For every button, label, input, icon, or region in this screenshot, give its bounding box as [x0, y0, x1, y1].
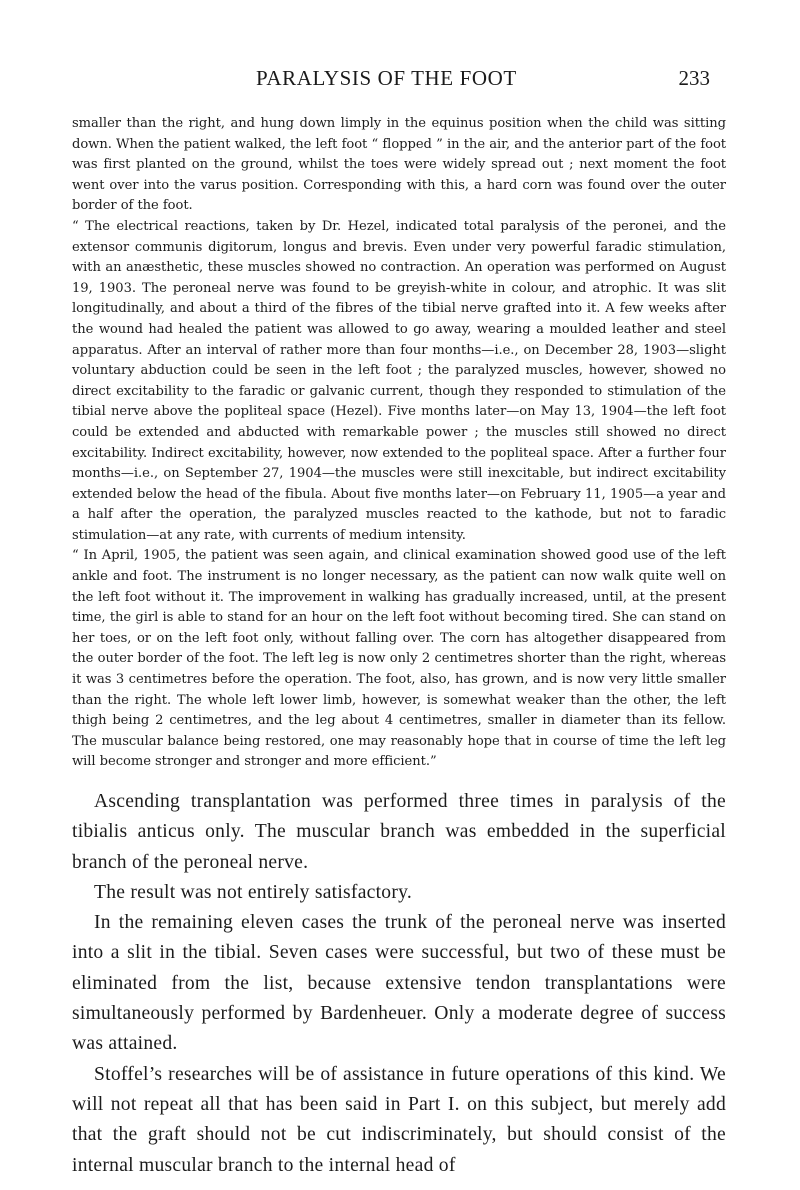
running-head: [256, 66, 710, 92]
page-body: [72, 114, 726, 1181]
main-paragraph-3: In the remaining eleven cases the trunk of the peroneal nerve was inserted into a slit in the tibial. Seven cases were successful, but two of these must be eliminated from the list, because extensive tendon transplantations were simultaneously performed by Bardenheuer. Only a moderate degree of success was attained.: [72, 912, 726, 1055]
main-paragraph-1: Ascending transplantation was performed three times in paralysis of the tibialis anticus only. The muscular branch was embedded in the superficial branch of the peroneal nerve.: [72, 791, 726, 873]
quoted-paragraph-3: “ In April, 1905, the patient was seen again, and clinical examination showed good use of the left ankle and foot. The instrument is no longer necessary, as the patient can now walk quite well on the left foot without it. The improvement in walking has gradually increased, until, at the present time, the girl is able to stand for an hour on the left foot without becoming tired. She can stand on her toes, or on the left foot only, without falling over. The corn has altogether disappeared from the outer border of the foot. The left leg is now only 2 centimetres shorter than the right, whereas it was 3 centimetres before the operation. The foot, also, has grown, and is now very little smaller than the right. The whole left lower limb, however, is somewhat weaker than the other, the left thigh being 2 centimetres, and the leg about 4 centimetres, smaller in diameter than its fellow. The muscular balance being restored, one may reasonably hope that in course of time the left leg will become stronger and stronger and more efficient.”: [72, 548, 726, 770]
main-paragraph-2: The result was not entirely satisfactory.: [94, 881, 413, 903]
quoted-paragraph-1: smaller than the right, and hung down limply in the equinus position when the child was sitting down. When the patient walked, the left foot “ flopped ” in the air, and the anterior part of the foot was first planted on the ground, whilst the toes were widely spread out ; next moment the foot went over into the varus position. Corresponding with this, a hard corn was found over the outer border of the foot.: [72, 116, 726, 214]
main-paragraph-4: Stoffel’s researches will be of assistance in future operations of this kind. We will not repeat all that has been said in Part I. on this subject, but merely add that the graft should not be cut indiscriminately, but should consist of the internal muscular branch to the internal head of: [72, 1063, 726, 1176]
quoted-paragraph-2: “ The electrical reactions, taken by Dr. Hezel, indicated total paralysis of the peronei, and the extensor communis digitorum, longus and brevis. Even under very powerful faradic stimulation, with an anæsthetic, these muscles showed no contraction. An operation was performed on August 19, 1903. The peroneal nerve was found to be greyish-white in colour, and atrophic. It was slit longitudinally, and about a third of the fibres of the tibial nerve grafted into it. A few weeks after the wound had healed the patient was allowed to go away, wearing a moulded leather and steel apparatus. After an interval of rather more than four months—i.e., on December 28, 1903—slight voluntary abduction could be seen in the left foot ; the paralyzed muscles, however, showed no direct excitability to the faradic or galvanic current, though they responded to stimulation of the tibial nerve above the popliteal space (Hezel). Five months later—on May 13, 1904—the left foot could be extended and abducted with remarkable power ; the muscles still showed no direct excitability. Indirect excitability, however, now extended to the popliteal space. After a further four months—i.e., on September 27, 1904—the muscles were still inexcitable, but indirect excitability extended below the head of the fibula. About five months later—on February 11, 1905—a year and a half after the operation, the paralyzed muscles reacted to the kathode, but not to faradic stimulation—at any rate, with currents of medium intensity.: [72, 218, 726, 543]
page-number: 233: [678, 66, 710, 90]
main-text: [72, 787, 726, 1181]
running-title: PARALYSIS OF THE FOOT: [256, 66, 517, 90]
